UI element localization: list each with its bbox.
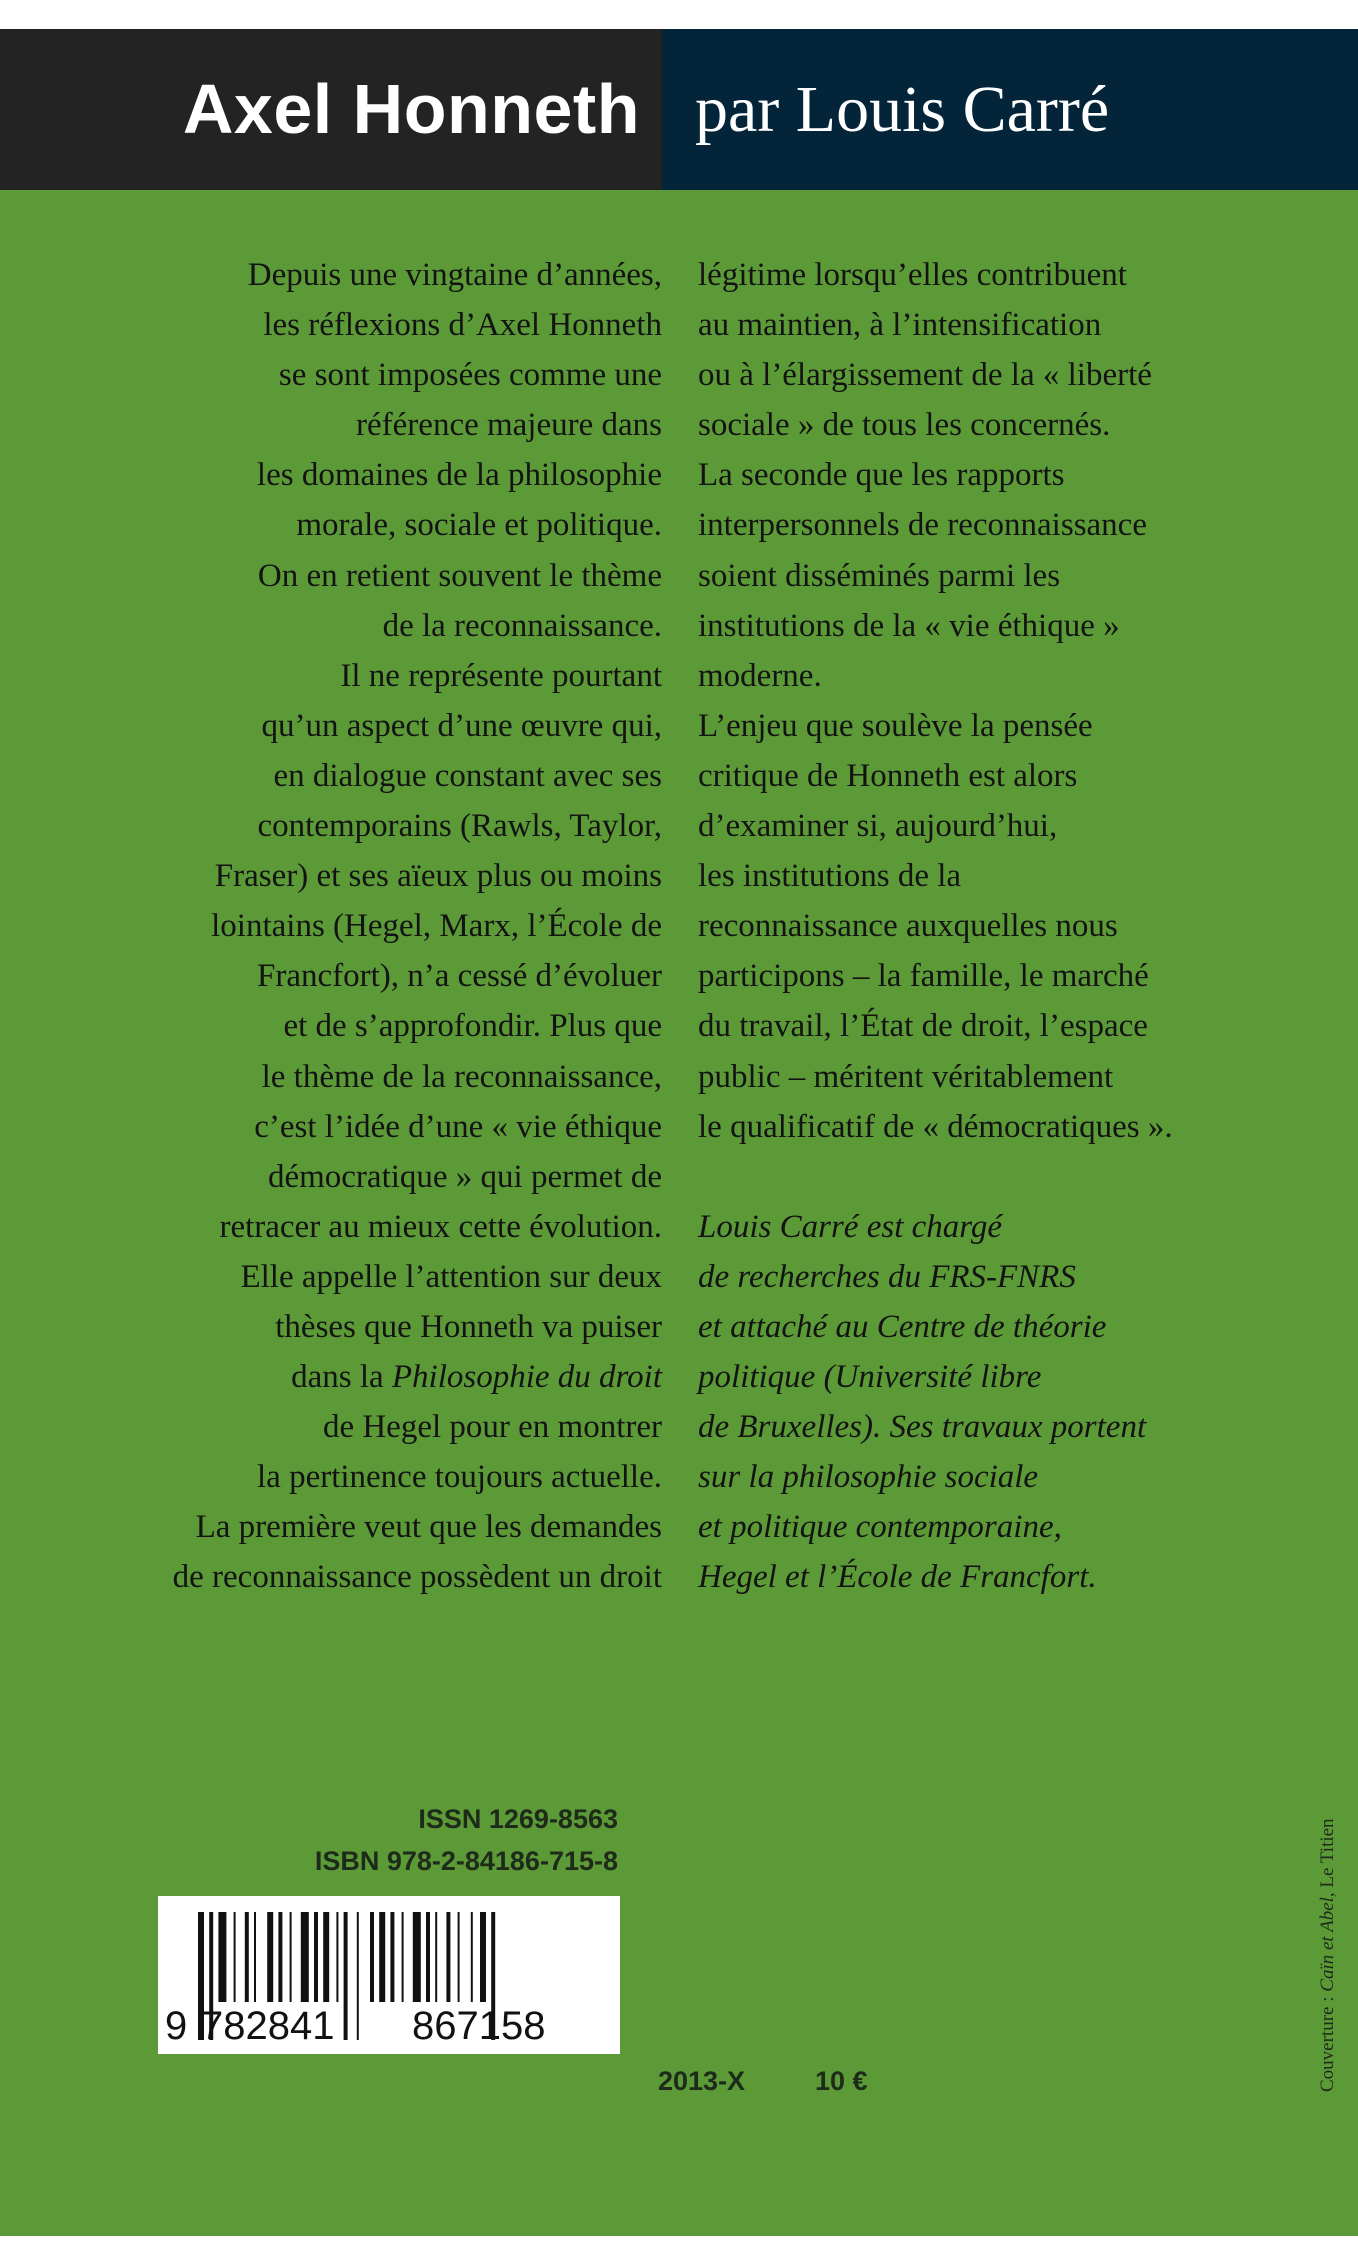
blurb-line: le qualificatif de « démocratiques ». xyxy=(698,1108,1173,1145)
blurb-line: les institutions de la xyxy=(698,858,962,895)
blurb-line: ou à l’élargissement de la « liberté xyxy=(698,357,1152,394)
blurb-line: démocratique » qui permet de xyxy=(267,1158,662,1195)
barcode-bar xyxy=(426,1912,430,2002)
barcode-left-digits: 782841 xyxy=(201,2004,335,2048)
blurb-line: le thème de la reconnaissance, xyxy=(261,1058,662,1095)
bio-line: et politique contemporaine, xyxy=(698,1509,1062,1546)
barcode-bar xyxy=(278,1912,282,2002)
barcode-bar xyxy=(458,1912,460,2002)
blurb-line: Fraser) et ses aïeux plus ou moins xyxy=(214,858,662,895)
barcode-bar xyxy=(370,1912,374,2002)
bio-line: Louis Carré est chargé xyxy=(698,1208,1003,1245)
blurb-line: On en retient souvent le thème xyxy=(257,557,662,594)
blurb-line: la pertinence toujours actuelle. xyxy=(257,1459,662,1496)
blurb-line: La seconde que les rapports xyxy=(698,457,1065,494)
barcode-bar xyxy=(267,1912,273,2002)
blurb-line: Il ne représente pourtant xyxy=(340,657,662,694)
barcode-bar xyxy=(344,1912,348,2040)
barcode-bar xyxy=(480,1912,486,2002)
blurb-line: et de s’approfondir. Plus que xyxy=(283,1008,662,1045)
blurb-line: sociale » de tous les concernés. xyxy=(698,407,1111,444)
blurb-line: institutions de la « vie éthique » xyxy=(698,607,1120,644)
blurb-line: critique de Honneth est alors xyxy=(698,757,1078,794)
blurb-line: soient disséminés parmi les xyxy=(698,557,1061,594)
blurb-line: les réflexions d’Axel Honneth xyxy=(263,307,662,344)
barcode-bar xyxy=(446,1912,450,2002)
blurb-line: de Hegel pour en montrer xyxy=(322,1409,662,1446)
catalog-code: 2013-X xyxy=(658,2066,746,2096)
isbn-code: ISBN 978-2-84186-715-8 xyxy=(314,1846,618,1876)
author-bio xyxy=(698,1202,1298,1603)
bio-line: sur la philosophie sociale xyxy=(698,1459,1039,1496)
blurb-line: public – méritent véritablement xyxy=(698,1058,1114,1095)
bio-line: Hegel et l’École de Francfort. xyxy=(698,1559,1097,1596)
bio-line: et attaché au Centre de théorie xyxy=(698,1308,1107,1345)
barcode-bar xyxy=(413,1912,421,2002)
blurb-line: La première veut que les demandes xyxy=(195,1509,662,1546)
barcode-bar xyxy=(218,1912,226,2002)
bio-line: de recherches du FRS-FNRS xyxy=(698,1258,1076,1295)
blurb-line: morale, sociale et politique. xyxy=(296,507,662,544)
blurb-line: Francfort), n’a cessé d’évoluer xyxy=(257,958,662,995)
credit-artist: , Le Titien xyxy=(1317,1818,1338,1898)
blurb-line: thèses que Honneth va puiser xyxy=(275,1308,662,1345)
credit-prefix: Couverture : xyxy=(1317,1991,1338,2092)
blurb-line: les domaines de la philosophie xyxy=(256,457,662,494)
blurb-line: reconnaissance auxquelles nous xyxy=(698,908,1118,945)
barcode-bar xyxy=(471,1912,473,2002)
barcode-bar xyxy=(323,1912,329,2002)
cover-credit xyxy=(1317,1818,1339,2092)
blurb-line: participons – la famille, le marché xyxy=(698,958,1149,995)
blurb-line: moderne. xyxy=(698,657,822,694)
blurb-line: en dialogue constant avec ses xyxy=(273,757,662,794)
blurb-line: lointains (Hegel, Marx, l’École de xyxy=(211,908,662,945)
blurb-line: de reconnaissance possèdent un droit xyxy=(172,1559,662,1596)
blurb-line: L’enjeu que soulève la pensée xyxy=(698,707,1093,744)
blurb-text: dans la xyxy=(291,1359,392,1396)
blurb-line: se sont imposées comme une xyxy=(278,357,662,394)
blurb-line: retracer au mieux cette évolution. xyxy=(219,1208,662,1245)
blurb-line: interpersonnels de reconnaissance xyxy=(698,507,1147,544)
blurb-line: contemporains (Rawls, Taylor, xyxy=(257,808,662,845)
book-title-italic: Philosophie du droit xyxy=(391,1359,662,1396)
byline: par Louis Carré xyxy=(695,73,1110,146)
blurb-line: c’est l’idée d’une « vie éthique xyxy=(254,1108,662,1145)
issn-code: ISSN 1269-8563 xyxy=(418,1804,618,1834)
credit-work: Caïn et Abel xyxy=(1317,1897,1338,1992)
barcode-bar xyxy=(254,1912,256,2002)
blurb-left-column xyxy=(90,250,662,1603)
barcode xyxy=(158,1896,620,2054)
barcode-bar xyxy=(245,1912,249,2002)
price: 10 € xyxy=(815,2066,868,2096)
barcode-bar xyxy=(402,1912,404,2002)
barcode-bar xyxy=(336,1912,338,2002)
bio-line: politique (Université libre xyxy=(698,1358,1042,1395)
barcode-bar xyxy=(379,1912,385,2002)
blurb-line-book-title xyxy=(90,1352,662,1402)
barcode-first-digit: 9 xyxy=(165,2004,188,2048)
blurb-line: qu’un aspect d’une œuvre qui, xyxy=(261,707,662,744)
barcode-bar xyxy=(290,1912,292,2002)
barcode-bar xyxy=(234,1912,236,2002)
blurb-line: du travail, l’État de droit, l’espace xyxy=(698,1008,1148,1045)
blurb-line: au maintien, à l’intensification xyxy=(698,307,1102,344)
blurb-line: Depuis une vingtaine d’années, xyxy=(247,257,662,293)
bio-line: de Bruxelles). Ses travaux portent xyxy=(698,1409,1147,1446)
blurb-right-column xyxy=(698,250,1298,1602)
barcode-right-digits: 867158 xyxy=(412,2004,546,2048)
barcode-bar xyxy=(301,1912,309,2002)
author-title: Axel Honneth xyxy=(182,70,640,148)
barcode-bar xyxy=(435,1912,437,2002)
blurb-line: légitime lorsqu’elles contribuent xyxy=(698,257,1127,293)
blurb-line: Elle appelle l’attention sur deux xyxy=(240,1258,662,1295)
blurb-line: d’examiner si, aujourd’hui, xyxy=(698,808,1058,845)
blurb-line: de la reconnaissance. xyxy=(382,607,662,644)
blurb-line: référence majeure dans xyxy=(356,407,662,444)
barcode-bar xyxy=(357,1912,359,2040)
barcode-bar xyxy=(390,1912,394,2002)
barcode-bar xyxy=(314,1912,318,2002)
